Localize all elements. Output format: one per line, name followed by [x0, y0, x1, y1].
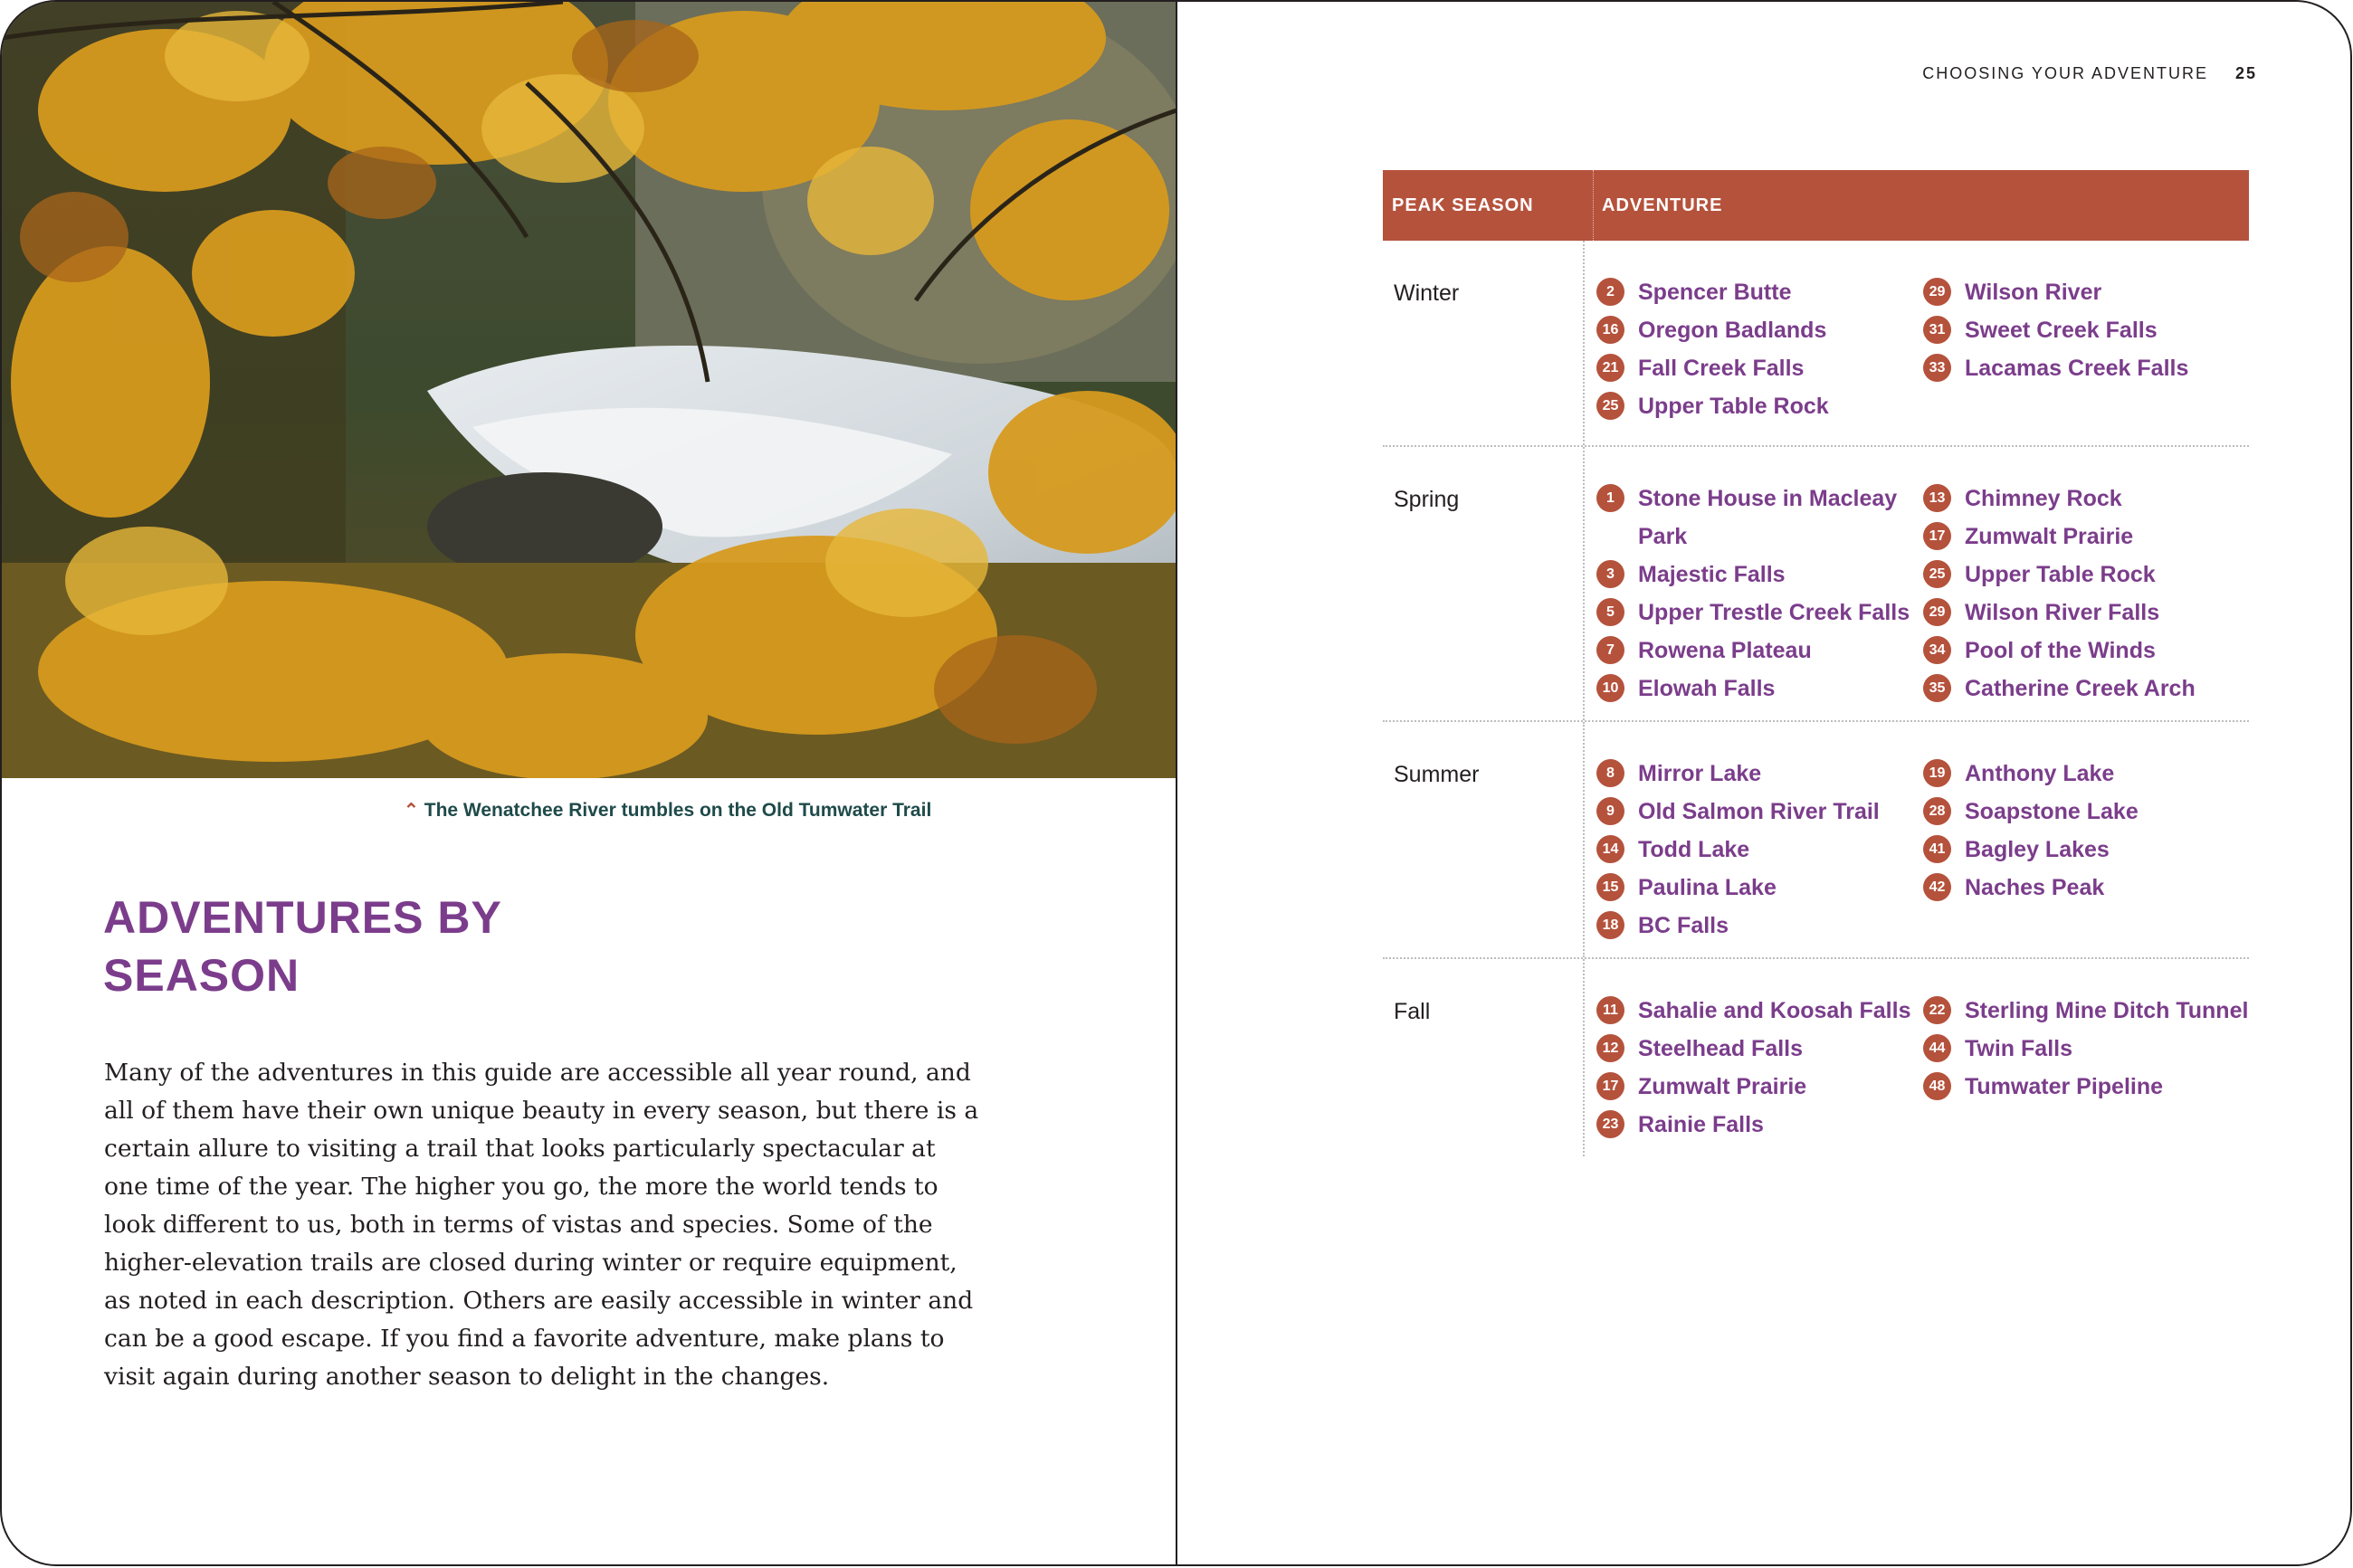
adventure-number-badge: 29: [1923, 278, 1951, 306]
adventure-item: [1596, 556, 1923, 594]
adventure-name: Paulina Lake: [1638, 875, 1777, 900]
adventure-column: [1596, 273, 1923, 425]
page-number: 25: [2234, 64, 2257, 82]
heading-line-2: SEASON: [103, 950, 300, 1001]
adventure-name: BC Falls: [1638, 913, 1729, 938]
adventure-name: Anthony Lake: [1965, 761, 2115, 786]
adventure-name: Rainie Falls: [1638, 1112, 1764, 1137]
adventure-number-badge: 9: [1596, 797, 1624, 825]
adventure-item: [1596, 594, 1923, 632]
adventure-item: [1923, 755, 2249, 793]
adventure-item: [1596, 1106, 1923, 1144]
adventure-name: Upper Table Rock: [1965, 562, 2156, 587]
adventure-item: [1596, 387, 1923, 425]
season-label: Summer: [1383, 722, 1585, 957]
adventure-item: [1596, 311, 1923, 349]
adventure-number-badge: 3: [1596, 560, 1624, 588]
adventure-item: [1923, 632, 2249, 670]
adventure-name: Majestic Falls: [1638, 562, 1786, 587]
adventure-number-badge: 23: [1596, 1110, 1624, 1138]
season-label: Fall: [1383, 959, 1585, 1156]
adventure-name: Wilson River: [1965, 280, 2102, 305]
adventure-item: [1596, 1068, 1923, 1106]
adventure-item: [1923, 518, 2249, 556]
adventure-item: [1923, 273, 2249, 311]
adventure-name: Old Salmon River Trail: [1638, 799, 1880, 824]
adventure-number-badge: 17: [1596, 1072, 1624, 1100]
adventure-number-badge: 19: [1923, 759, 1951, 787]
adventure-item: [1923, 869, 2249, 907]
adventure-name: Soapstone Lake: [1965, 799, 2139, 824]
season-label: Winter: [1383, 241, 1585, 445]
adventure-column: [1596, 992, 1923, 1144]
adventure-cell: [1585, 959, 2249, 1156]
adventure-item: [1596, 831, 1923, 869]
adventure-number-badge: 14: [1596, 835, 1624, 863]
adventure-column: [1923, 755, 2249, 945]
adventure-item: [1923, 311, 2249, 349]
caret-up-icon: ⌃: [404, 801, 419, 821]
adventure-name: Stone House in Macleay Park: [1638, 486, 1898, 549]
adventure-column: [1596, 480, 1923, 708]
header-adventure: ADVENTURE: [1602, 195, 1723, 215]
adventure-name: Upper Trestle Creek Falls: [1638, 600, 1910, 625]
table-row: [1383, 447, 2249, 722]
adventure-item: [1923, 670, 2249, 708]
adventure-name: Spencer Butte: [1638, 280, 1792, 305]
adventure-number-badge: 29: [1923, 598, 1951, 626]
adventure-name: Lacamas Creek Falls: [1965, 356, 2189, 381]
adventure-name: Steelhead Falls: [1638, 1036, 1804, 1061]
heading-line-1: ADVENTURES BY: [103, 892, 502, 943]
photo-caption: [404, 799, 931, 822]
adventure-name: Rowena Plateau: [1638, 638, 1812, 663]
adventure-item: [1923, 480, 2249, 518]
adventure-name: Bagley Lakes: [1965, 837, 2110, 862]
running-head: [1922, 64, 2257, 83]
adventure-number-badge: 33: [1923, 354, 1951, 382]
adventure-number-badge: 42: [1923, 873, 1951, 901]
table-header: [1383, 170, 2249, 241]
adventure-name: Sterling Mine Ditch Tunnel: [1965, 998, 2249, 1023]
adventure-name: Naches Peak: [1965, 875, 2105, 900]
running-head-title: CHOOSING YOUR ADVENTURE: [1922, 64, 2208, 82]
adventure-column: [1923, 273, 2249, 425]
adventure-name: Zumwalt Prairie: [1638, 1074, 1807, 1099]
adventure-name: Wilson River Falls: [1965, 600, 2160, 625]
adventure-number-badge: 15: [1596, 873, 1624, 901]
adventure-item: [1596, 670, 1923, 708]
adventure-item: [1596, 869, 1923, 907]
table-row: [1383, 722, 2249, 959]
adventure-number-badge: 18: [1596, 911, 1624, 939]
adventure-item: [1596, 755, 1923, 793]
season-table: [1383, 170, 2249, 1156]
adventure-number-badge: 8: [1596, 759, 1624, 787]
adventure-item: [1596, 273, 1923, 311]
right-page: [1176, 0, 2352, 1566]
adventure-item: [1923, 1030, 2249, 1068]
adventure-item: [1923, 793, 2249, 831]
adventure-number-badge: 35: [1923, 674, 1951, 702]
adventure-name: Pool of the Winds: [1965, 638, 2156, 663]
adventure-number-badge: 13: [1923, 484, 1951, 512]
section-heading: [103, 889, 502, 1004]
adventure-number-badge: 7: [1596, 636, 1624, 664]
adventure-number-badge: 11: [1596, 996, 1624, 1024]
adventure-cell: [1585, 241, 2249, 445]
adventure-number-badge: 31: [1923, 316, 1951, 344]
adventure-item: [1596, 632, 1923, 670]
adventure-name: Chimney Rock: [1965, 486, 2122, 511]
adventure-number-badge: 2: [1596, 278, 1624, 306]
adventure-cell: [1585, 722, 2249, 957]
adventure-name: Mirror Lake: [1638, 761, 1762, 786]
adventure-number-badge: 34: [1923, 636, 1951, 664]
adventure-item: [1596, 793, 1923, 831]
adventure-name: Fall Creek Falls: [1638, 356, 1805, 381]
table-row: [1383, 959, 2249, 1156]
adventure-name: Twin Falls: [1965, 1036, 2072, 1061]
adventure-number-badge: 48: [1923, 1072, 1951, 1100]
adventure-name: Sahalie and Koosah Falls: [1638, 998, 1911, 1023]
adventure-number-badge: 22: [1923, 996, 1951, 1024]
adventure-item: [1923, 1068, 2249, 1106]
adventure-number-badge: 21: [1596, 354, 1624, 382]
adventure-cell: [1585, 447, 2249, 720]
adventure-name: Upper Table Rock: [1638, 394, 1829, 419]
adventure-item: [1923, 556, 2249, 594]
adventure-item: [1596, 1030, 1923, 1068]
caption-text: The Wenatchee River tumbles on the Old Tumwater Trail: [424, 800, 932, 821]
adventure-number-badge: 28: [1923, 797, 1951, 825]
adventure-item: [1596, 349, 1923, 387]
adventure-name: Tumwater Pipeline: [1965, 1074, 2164, 1099]
adventure-number-badge: 5: [1596, 598, 1624, 626]
adventure-name: Oregon Badlands: [1638, 318, 1827, 343]
left-page: [0, 0, 1176, 1566]
adventure-name: Elowah Falls: [1638, 676, 1776, 701]
adventure-column: [1596, 755, 1923, 945]
adventure-number-badge: 16: [1596, 316, 1624, 344]
header-peak-season: PEAK SEASON: [1383, 170, 1594, 241]
adventure-item: [1596, 480, 1923, 556]
adventure-number-badge: 1: [1596, 484, 1624, 512]
adventure-item: [1923, 992, 2249, 1030]
adventure-item: [1923, 831, 2249, 869]
table-body: [1383, 241, 2249, 1156]
adventure-name: Sweet Creek Falls: [1965, 318, 2158, 343]
adventure-item: [1923, 594, 2249, 632]
river-photo: [2, 2, 1176, 778]
season-label: Spring: [1383, 447, 1585, 720]
adventure-item: [1596, 992, 1923, 1030]
adventure-column: [1923, 992, 2249, 1144]
adventure-number-badge: 12: [1596, 1034, 1624, 1062]
adventure-number-badge: 25: [1923, 560, 1951, 588]
adventure-item: [1923, 349, 2249, 387]
adventure-number-badge: 10: [1596, 674, 1624, 702]
adventure-number-badge: 44: [1923, 1034, 1951, 1062]
adventure-number-badge: 25: [1596, 392, 1624, 420]
adventure-number-badge: 17: [1923, 522, 1951, 550]
adventure-name: Zumwalt Prairie: [1965, 524, 2134, 549]
adventure-column: [1923, 480, 2249, 708]
adventure-name: Catherine Creek Arch: [1965, 676, 2196, 701]
table-row: [1383, 241, 2249, 447]
adventure-name: Todd Lake: [1638, 837, 1750, 862]
body-paragraph: Many of the adventures in this guide are accessible all year round, and all of them have their own unique beauty in every season, but there is a certain allure to visiting a trail that looks particularly spectacular at one time of the year. The higher you go, the more the world tends to look different to us, both in terms of vistas and species. Some of the higher-elevation trails are closed during winter or require equipment, as noted in each description. Others are easily accessible in winter and can be a good escape. If you find a favorite adventure, make plans to visit again during another season to delight in the changes.: [104, 1059, 979, 1391]
adventure-number-badge: 41: [1923, 835, 1951, 863]
adventure-item: [1596, 907, 1923, 945]
